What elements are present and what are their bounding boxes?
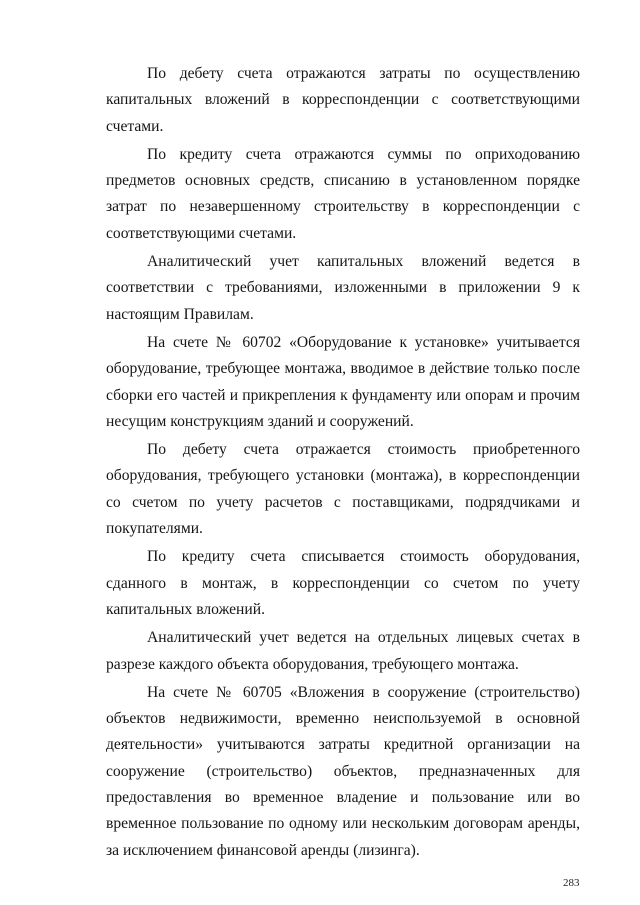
paragraph-account-60702: На счете № 60702 «Оборудование к установке» учитывается оборудование, требующее монтажа, вводимое в действие только после сборки его частей и прикрепления к фундаменту или опорам и прочим несущим конструкциям зданий и сооружений. — [106, 333, 580, 430]
paragraph-credit-fixed-assets: По кредиту счета отражаются суммы по оприходованию предметов основных средств, списанию в установленном порядке затрат по незавершенному строительству в корреспонденции с соответствующими счетами. — [106, 145, 580, 242]
paragraph-debit-capital-investments: По дебету счета отражаются затраты по осуществлению капитальных вложений в корреспонденции с соответствующими счетами. — [106, 65, 580, 135]
paragraph-debit-equipment: По дебету счета отражается стоимость приобретенного оборудования, требующего установки (монтажа), в корреспонденции со счетом по учету расчетов с поставщиками, подрядчиками и покупателями. — [106, 441, 580, 538]
page-number: 283 — [563, 877, 580, 889]
paragraph-account-60705: На счете № 60705 «Вложения в сооружение (строительство) объектов недвижимости, временно неиспользуемой в основной деятельности» учитываются затраты кредитной организации на сооружение (строительство) объектов, предназначенных для предоставления во временное владение и пользование или во временное пользование по одному или нескольким договорам аренды, за исключением финансовой аренды (лизинга). — [106, 683, 580, 859]
document-body — [106, 61, 580, 866]
paragraph-analytical-equipment: Аналитический учет ведется на отдельных лицевых счетах в разрезе каждого объекта оборудования, требующего монтажа. — [106, 629, 580, 673]
paragraph-analytical-accounting: Аналитический учет капитальных вложений ведется в соответствии с требованиями, изложенными в приложении 9 к настоящим Правилам. — [106, 253, 580, 323]
paragraph-credit-equipment: По кредиту счета списывается стоимость оборудования, сданного в монтаж, в корреспонденции со счетом по учету капитальных вложений. — [106, 548, 580, 618]
